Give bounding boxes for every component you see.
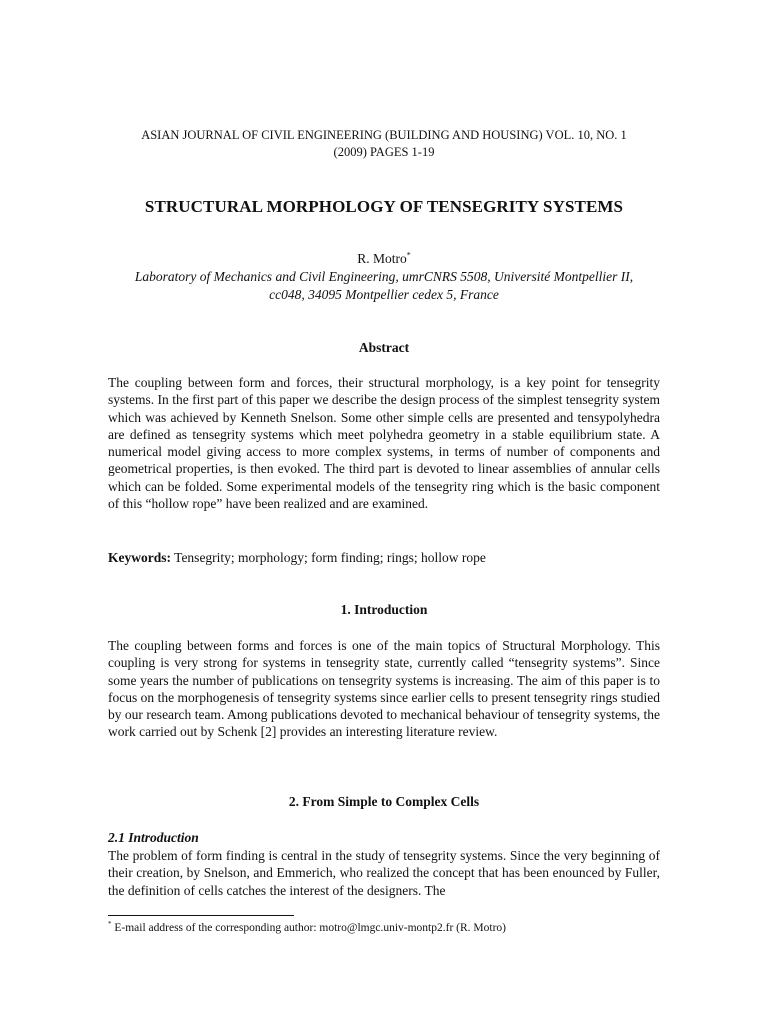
keywords [108, 549, 660, 567]
affiliation-line-2: cc048, 34095 Montpellier cedex 5, France [269, 287, 499, 302]
subsection-2-1-text: The problem of form finding is central in the study of tensegrity systems. Since the very beginning of their creation, by Snelson, and Emmerich, who realized the concept that has been enounced by Fuller, the definition of cells catches the interest of the designers. The [108, 848, 660, 898]
author-line [108, 250, 660, 268]
footnote [108, 921, 660, 936]
affiliation-line-1: Laboratory of Mechanics and Civil Engineering, umrCNRS 5508, Université Montpellier II, [134, 269, 634, 284]
journal-header [108, 127, 660, 161]
footnote-text: E-mail address of the corresponding author: motro@lmgc.univ-montp2.fr (R. Motro) [111, 922, 506, 934]
paper-title: STRUCTURAL MORPHOLOGY OF TENSEGRITY SYSTEMS [144, 197, 624, 216]
section-1-heading: 1. Introduction [340, 602, 428, 617]
keywords-text: Tensegrity; morphology; form finding; rings; hollow rope [174, 550, 486, 565]
subsection-2-1-heading: 2.1 Introduction [108, 830, 199, 845]
keywords-label: Keywords: [108, 550, 171, 565]
author-footnote-mark: * [406, 250, 411, 260]
author-affiliation [108, 268, 660, 304]
journal-line-2: (2009) PAGES 1-19 [333, 145, 435, 159]
section-2-heading: 2. From Simple to Complex Cells [288, 794, 480, 809]
abstract-heading: Abstract [358, 340, 410, 355]
journal-line-1: ASIAN JOURNAL OF CIVIL ENGINEERING (BUILDING AND HOUSING) VOL. 10, NO. 1 [141, 128, 627, 142]
author-name: R. Motro [357, 251, 407, 266]
footnote-rule [108, 915, 294, 916]
section-1-text: The coupling between forms and forces is one of the main topics of Structural Morphology. This coupling is very strong for systems in tensegrity state, currently called “tensegrity systems”. Since some years the number of publications on tensegrity systems is increasing. The aim of this paper is to focus on the morphogenesis of tensegrity systems since earlier cells to present tensegrity rings studied by our research team. Among publications devoted to mechanical behaviour of tensegrity systems, the work carried out by Schenk [2] provides an interesting literature review. [108, 638, 660, 740]
footnote-mark: * [108, 920, 112, 929]
abstract-text: The coupling between form and forces, their structural morphology, is a key point for tensegrity systems. In the first part of this paper we describe the design process of the simplest tensegrity system which was achieved by Kenneth Snelson. Some other simple cells are presented and tensypolyhedra are defined as tensegrity systems which meet polyhedra geometry in a stable equilibrium state. A numerical model giving access to more complex systems, in terms of number of components and geometrical properties, is then evoked. The third part is devoted to linear assemblies of annular cells which can be folded. Some experimental models of the tensegrity ring which is the basic component of this “hollow rope” have been realized and are examined. [108, 375, 660, 512]
